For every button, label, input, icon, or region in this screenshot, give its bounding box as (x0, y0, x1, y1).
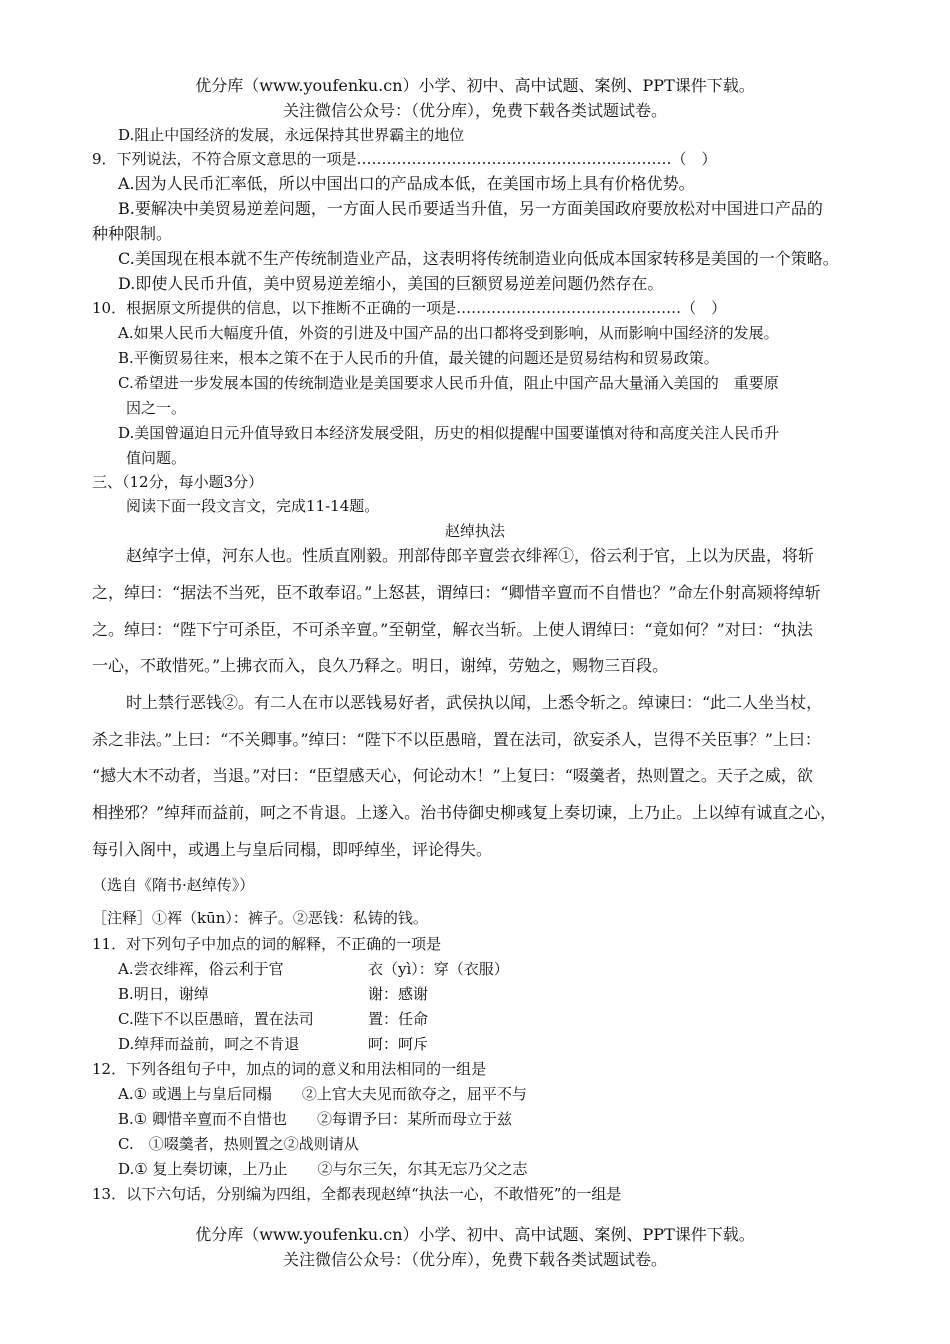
q12-option-c: C. ①啜羹者，热则置之②战则请从 (118, 1135, 359, 1153)
q12-option-d: D.① 复上奏切谏，上乃止 ②与尔三矢，尔其无忘乃父之志 (118, 1160, 528, 1178)
q11-option-b: B.明日，谢绰 (118, 985, 209, 1003)
q9-option-b-cont: 种种限制。 (92, 224, 173, 243)
q13-stem: 13．以下六句话，分别编为四组，全都表现赵绰“执法一心，不敢惜死”的一组是 (92, 1185, 622, 1203)
passage-notes: ［注释］①裈（kūn）：裤子。②恶钱：私铸的钱。 (92, 909, 428, 927)
q12-option-b: B.① 卿惜辛亶而不自惜也 ②每谓予曰：某所而母立于兹 (118, 1110, 513, 1128)
q9-option-c: C.美国现在根本就不生产传统制造业产品，这表明将传统制造业向低成本国家转移是美国的一个策略。 (118, 249, 839, 268)
q11-option-b-gloss: 谢：感谢 (368, 985, 429, 1003)
section-3-heading: 三、（12分，每小题3分） (92, 473, 264, 491)
passage-title: 赵绰执法 (444, 522, 505, 540)
passage-p2-line4: 相挫邪？”绰拜而益前，呵之不肯退。上遂入。治书侍御史柳彧复上奏切谏，上乃止。上以绰有诚直之心， (92, 803, 837, 822)
passage-p1-line2: 之，绰曰：“据法不当死，臣不敢奉诏。”上怒甚，谓绰曰：“卿惜辛亶而不自惜也？”命左仆射高颎将绰斩 (92, 583, 821, 602)
q9-stem: 9．下列说法，不符合原文意思的一项是………………………………………………………（ ） (92, 150, 717, 168)
passage-p1-line1: 赵绰字士倬，河东人也。性质直刚毅。刑部侍郎辛亶尝衣绯裈①，俗云利于官，上以为厌蛊，将斩 (126, 546, 815, 565)
page-footer-line2: 关注微信公众号：（优分库），免费下载各类试题试卷。 (282, 1250, 667, 1269)
q11-option-c: C.陛下不以臣愚暗，置在法司 (118, 1010, 314, 1028)
q10-option-a: A.如果人民币大幅度升值，外资的引进及中国产品的出口都将受到影响，从而影响中国经济的发展。 (118, 324, 779, 342)
q10-option-b: B.平衡贸易往来，根本之策不在于人民币的升值，最关键的问题还是贸易结构和贸易政策。 (118, 349, 719, 367)
q11-option-d-gloss: 呵：呵斥 (368, 1035, 429, 1053)
passage-p2-line5: 每引入阁中，或遇上与皇后同榻，即呼绰坐，评论得失。 (92, 840, 493, 859)
passage-p1-line4: 一心，不敢惜死。”上拂衣而入，良久乃释之。明日，谢绰，劳勉之，赐物三百段。 (92, 656, 669, 675)
q9-option-b: B.要解决中美贸易逆差问题，一方面人民币要适当升值，另一方面美国政府要放松对中国进口产品的 (118, 199, 823, 218)
q11-option-a-gloss: 衣（yì）：穿（衣服） (368, 960, 509, 978)
q12-option-a: A.① 或遇上与皇后同榻 ②上官大夫见而欲夺之，屈平不与 (118, 1085, 527, 1103)
q10-stem: 10．根据原文所提供的信息，以下推断不正确的一项是………………………………………（ ） (92, 299, 727, 317)
q10-option-c-cont: 因之一。 (126, 399, 187, 417)
q11-option-a: A.尝衣绯裈，俗云利于官 (118, 960, 284, 978)
page-header-line1: 优分库（www.youfenku.cn）小学、初中、高中试题、案例、PPT课件下载。 (195, 76, 755, 95)
q9-option-a: A.因为人民币汇率低，所以中国出口的产品成本低，在美国市场上具有价格优势。 (118, 174, 695, 193)
passage-p2-line3: “撼大木不动者，当退。”对曰：“臣望感天心，何论动木！”上复曰：“啜羹者，热则置之。天子之威，欲 (92, 766, 813, 785)
q9-option-d: D.即使人民币升值，美中贸易逆差缩小，美国的巨额贸易逆差问题仍然存在。 (118, 274, 664, 293)
q11-option-d: D.绰拜而益前，呵之不肯退 (118, 1035, 300, 1053)
q10-option-c: C.希望进一步发展本国的传统制造业是美国要求人民币升值，阻止中国产品大量涌入美国的 重要原 (118, 374, 779, 392)
page-header-line2: 关注微信公众号：（优分库），免费下载各类试题试卷。 (282, 101, 667, 120)
q12-stem: 12．下列各组句子中，加点的词的意义和用法相同的一组是 (92, 1060, 487, 1078)
passage-p1-line3: 之。绰曰：“陛下宁可杀臣，不可杀辛亶。”至朝堂，解衣当斩。上使人谓绰曰：“竟如何？”对曰：“执法 (92, 620, 813, 639)
passage-p2-line2: 杀之非法。”上曰：“不关卿事。”绰曰：“陛下不以臣愚暗，置在法司，欲妄杀人，岂得不关臣事？”上曰： (92, 730, 821, 749)
q8-option-d: D.阻止中国经济的发展，永远保持其世界霸主的地位 (118, 126, 465, 144)
page-footer-line1: 优分库（www.youfenku.cn）小学、初中、高中试题、案例、PPT课件下载。 (195, 1225, 755, 1244)
passage-source: （选自《隋书·赵绰传》） (92, 876, 255, 894)
q10-option-d: D.美国曾逼迫日元升值导致日本经济发展受阻，历史的相似提醒中国要谨慎对待和高度关注人民币升 (118, 424, 780, 442)
passage-p2-line1: 时上禁行恶钱②。有二人在市以恶钱易好者，武侯执以闻，上悉令斩之。绰谏曰：“此二人坐当杖， (126, 693, 823, 712)
q10-option-d-cont: 值问题。 (126, 449, 187, 467)
section-3-instruction: 阅读下面一段文言文，完成11-14题。 (126, 497, 380, 515)
q11-stem: 11．对下列句子中加点的词的解释，不正确的一项是 (92, 935, 442, 953)
q11-option-c-gloss: 置：任命 (368, 1010, 429, 1028)
